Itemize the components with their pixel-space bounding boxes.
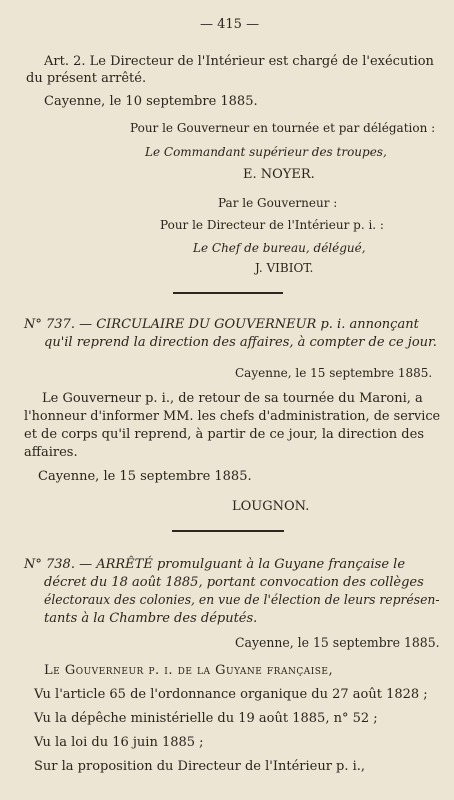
art2-par-gouverneur: Par le Gouverneur : <box>218 196 338 210</box>
n738-proposition: Sur la proposition du Directeur de l'Intérieur p. i., <box>34 759 366 774</box>
art2-line1: Art. 2. Le Directeur de l'Intérieur est chargé de l'exécution <box>44 54 434 69</box>
n738-title-line1: N° 738. — ARRÊTÉ promulguant à la Guyane française le <box>24 557 406 572</box>
art2-line2: du présent arrêté. <box>26 71 147 86</box>
art2-pour-directeur: Pour le Directeur de l'Intérieur p. i. : <box>160 218 384 232</box>
art2-date: Cayenne, le 10 septembre 1885. <box>44 94 258 109</box>
art2-signature-noyer: E. NOYER. <box>243 167 315 182</box>
n738-date: Cayenne, le 15 septembre 1885. <box>235 636 440 651</box>
art2-signature-vibiot: J. VIBIOT. <box>255 261 314 275</box>
page-number: — 415 — <box>200 17 260 32</box>
n737-body-line2: l'honneur d'informer MM. les chefs d'administration, de service <box>24 409 441 424</box>
n738-gouverneur-line: Le Gouverneur p. i. de la Guyane française, <box>44 663 334 678</box>
n737-title-line1: N° 737. — CIRCULAIRE DU GOUVERNEUR p. i. annonçant <box>24 317 419 332</box>
n738-vu-article: Vu l'article 65 de l'ordonnance organique du 27 août 1828 ; <box>34 687 428 702</box>
n737-title-line2: qu'il reprend la direction des affaires, à compter de ce jour. <box>44 335 437 350</box>
art2-delegation: Pour le Gouverneur en tournée et par délégation : <box>130 121 436 135</box>
n738-title-line3: électoraux des colonies, en vue de l'élection de leurs représen- <box>44 593 440 608</box>
art2-chef-bureau: Le Chef de bureau, délégué, <box>193 241 366 255</box>
n737-body-line1: Le Gouverneur p. i., de retour de sa tournée du Maroni, a <box>42 391 423 406</box>
art2-commandant: Le Commandant supérieur des troupes, <box>145 145 387 159</box>
n738-vu-loi: Vu la loi du 16 juin 1885 ; <box>34 735 204 750</box>
n738-vu-depeche: Vu la dépêche ministérielle du 19 août 1885, n° 52 ; <box>34 711 378 726</box>
n738-title-line4: tants à la Chambre des députés. <box>44 611 258 626</box>
n737-body-line3: et de corps qu'il reprend, à partir de ce jour, la direction des <box>24 427 424 442</box>
section-divider-1 <box>173 292 283 294</box>
n737-body-line4: affaires. <box>24 445 78 460</box>
n737-signature-lougnon: LOUGNON. <box>232 499 310 514</box>
n737-date: Cayenne, le 15 septembre 1885. <box>235 366 433 380</box>
n738-title-line2: décret du 18 août 1885, portant convocation des collèges <box>44 575 424 590</box>
section-divider-2 <box>172 530 284 532</box>
n737-date-closing: Cayenne, le 15 septembre 1885. <box>38 469 252 484</box>
